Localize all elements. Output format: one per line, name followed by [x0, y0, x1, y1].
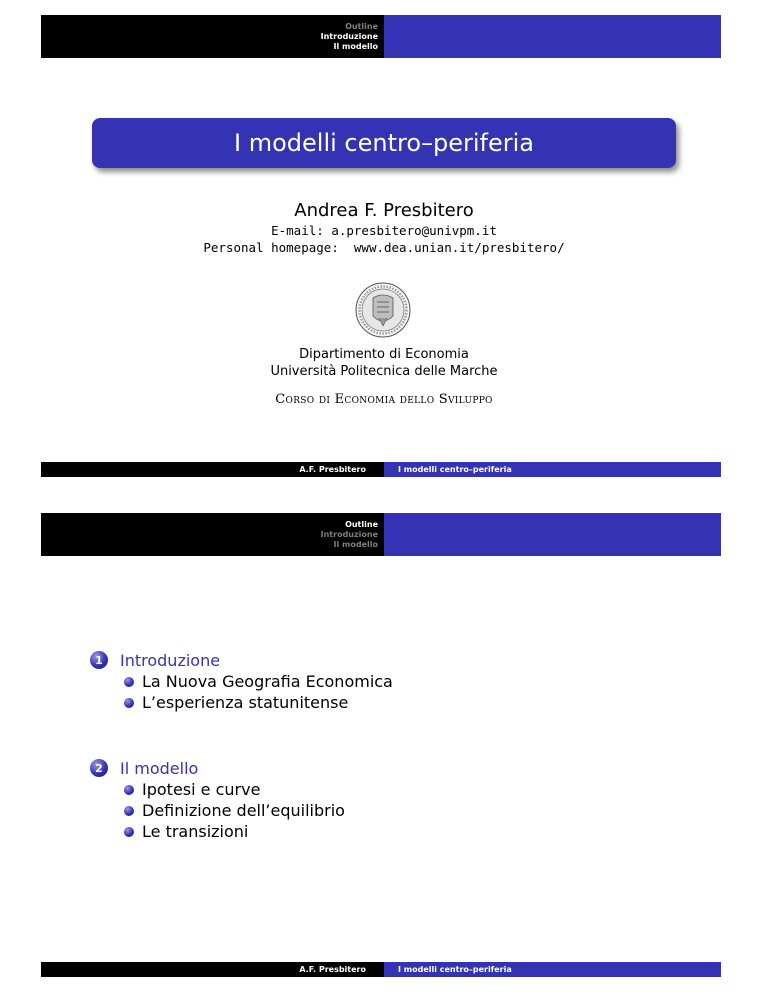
nav-outline[interactable]: Outline	[345, 519, 378, 529]
university-name: Università Politecnica delle Marche	[270, 364, 498, 379]
university-seal-icon	[355, 282, 411, 338]
section-title[interactable]: Introduzione	[120, 650, 221, 670]
institute-block	[0, 346, 768, 380]
author-name: Andrea F. Presbitero	[294, 200, 474, 221]
homepage-line[interactable]: Personal homepage: www.dea.unian.it/presbitero/	[203, 240, 565, 255]
nav-introduzione[interactable]: Introduzione	[320, 31, 378, 41]
bullet-icon	[124, 677, 134, 687]
email-line[interactable]: E-mail: a.presbitero@univpm.it	[271, 223, 497, 238]
contact-block	[0, 222, 768, 256]
footer-author: A.F. Presbitero	[41, 462, 384, 477]
toc-subsection[interactable]	[124, 779, 345, 800]
bullet-icon	[124, 806, 134, 816]
slide-title: I modelli centro–periferia	[92, 118, 676, 168]
toc-section-2	[90, 757, 345, 842]
toc-subsection[interactable]	[124, 821, 345, 842]
section-number-badge: 1	[90, 651, 108, 669]
section-number-badge: 2	[90, 759, 108, 777]
footer-author: A.F. Presbitero	[41, 962, 384, 977]
bullet-icon	[124, 827, 134, 837]
subsection-title[interactable]: Ipotesi e curve	[142, 780, 261, 799]
subsection-title[interactable]: L’esperienza statunitense	[142, 693, 349, 712]
toc-subsection[interactable]	[124, 692, 393, 713]
course-name: Corso di Economia dello Sviluppo	[275, 392, 493, 407]
subsection-title[interactable]: La Nuova Geografia Economica	[142, 672, 393, 691]
headline-blue-panel	[384, 15, 721, 58]
slide2-footline	[41, 962, 721, 977]
headline-blue-panel	[384, 513, 721, 556]
bullet-icon	[124, 698, 134, 708]
nav-il-modello[interactable]: Il modello	[333, 539, 378, 549]
nav-introduzione[interactable]: Introduzione	[320, 529, 378, 539]
headline-nav	[41, 513, 384, 556]
toc-subsection[interactable]	[124, 800, 345, 821]
nav-il-modello[interactable]: Il modello	[333, 41, 378, 51]
section-title[interactable]: Il modello	[120, 758, 199, 778]
department-name: Dipartimento di Economia	[299, 347, 469, 362]
nav-outline[interactable]: Outline	[345, 21, 378, 31]
bullet-icon	[124, 785, 134, 795]
toc-section-1	[90, 649, 393, 713]
toc-subsection[interactable]	[124, 671, 393, 692]
footer-title: I modelli centro–periferia	[384, 462, 721, 477]
slide2-headline	[41, 513, 721, 556]
headline-nav	[41, 15, 384, 58]
toc-section-heading[interactable]	[90, 649, 393, 671]
footer-title: I modelli centro–periferia	[384, 962, 721, 977]
slide1-headline	[41, 15, 721, 58]
subsection-title[interactable]: Le transizioni	[142, 822, 249, 841]
toc-section-heading[interactable]	[90, 757, 345, 779]
slide1-footline	[41, 462, 721, 477]
subsection-title[interactable]: Definizione dell’equilibrio	[142, 801, 345, 820]
